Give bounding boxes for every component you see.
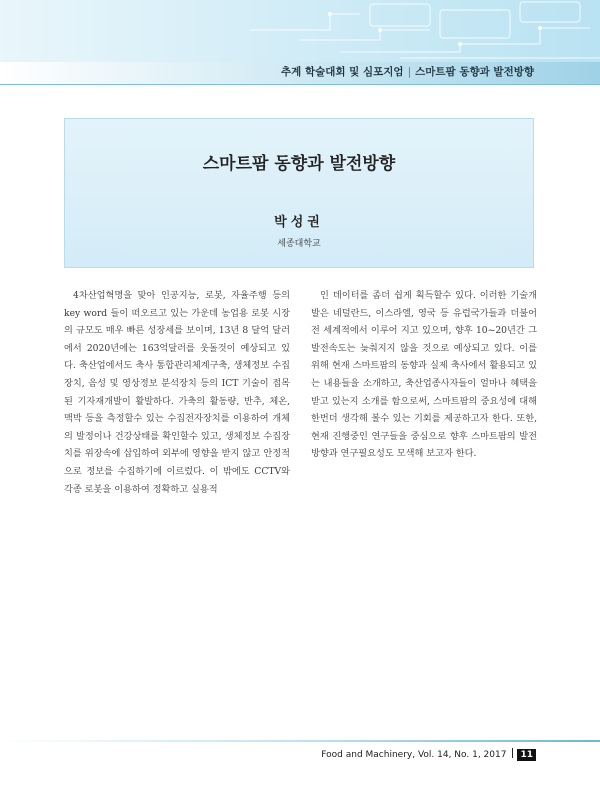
author-affiliation: 세종대학교: [277, 239, 321, 249]
journal-citation: Food and Machinery, Vol. 14, No. 1, 2017: [321, 750, 507, 760]
circuit-pattern-graphic: [0, 0, 600, 62]
article-title: 스마트팜 동향과 발전방향: [202, 154, 396, 174]
running-head: [281, 64, 534, 79]
page-number: 11: [517, 749, 536, 761]
running-head-separator: |: [407, 66, 412, 78]
body-text-left-column: 4차산업혁명을 맞아 인공지능, 로봇, 자율주행 등의 key word 들이 떠오르고 있는 가운데 농업용 로봇 시장의 규모도 매우 빠른 성장세를 보이며, 13년 8 달억 달러에서 2020년에는 163억달러를 웃돌것이 예상되고 있다. 축산업에서도 축사 통합관리체계구축, 생체정보 수집장치, 음성 및 영상정보 분석장치 등의 ICT 기술이 접목된 기자재개발이 활발하다. 가축의 활동량, 반추, 체온, 맥박 등을 측정할수 있는 수집전자장치를 이용하여 개체의 발정이나 건강상태를 확인할수 있고, 생체정보 수집장치를 위장속에 삽입하여 외부에 영향을 받지 않고 안정적으로 정보를 수집하기에 이르렀다. 이 밖에도 CCTV와 각종 로봇을 이용하여 정확하고 실용적: [64, 290, 290, 495]
article-author: 박성권: [274, 215, 324, 230]
title-box: [64, 118, 534, 268]
body-text-right-column: 인 데이터를 좀더 쉽게 획득할수 있다. 이러한 기술개발은 네덜란드, 이스라엘, 영국 등 유럽국가들과 더불어 전 세계적에서 이루어 지고 있으며, 향후 10~20년간 그 발전속도는 늦춰지지 않을 것으로 예상되고 있다. 이를 위해 현재 스마트팜의 동향과 실제 축사에서 활용되고 있는 내용들을 소개하고, 축산업종사자들이 얼마나 혜택을 받고 있는지 소개를 함으로써, 스마트팜의 중요성에 대해 한번더 생각해 볼수 있는 기회를 제공하고자 한다. 또한, 현재 진행중인 연구들을 중심으로 향후 스마트팜의 발전방향과 연구필요성도 모색해 보고자 한다.: [311, 290, 537, 460]
footer-divider: [512, 748, 513, 758]
footer-rule: [0, 740, 600, 742]
page-footer: [321, 748, 536, 761]
top-decorative-band: [0, 0, 600, 62]
running-head-title: 스마트팜 동향과 발전방향: [415, 66, 534, 78]
running-head-section: 추계 학술대회 및 심포지엄: [281, 66, 404, 78]
